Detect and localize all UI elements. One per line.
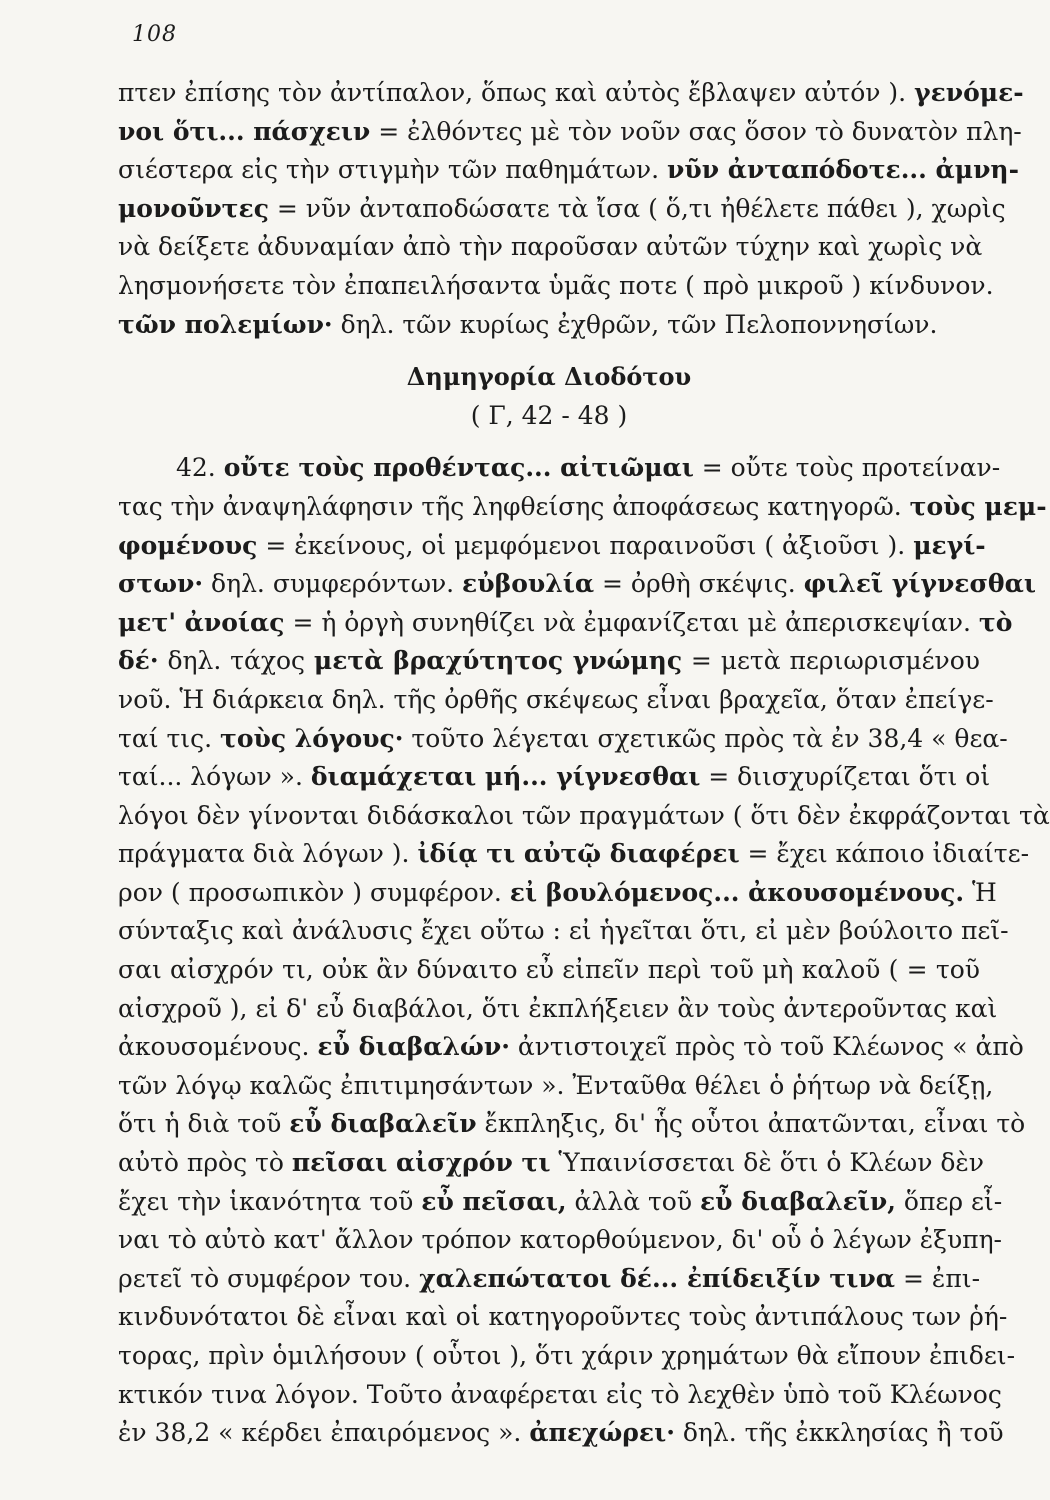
gloss-text: ταί τις. [118, 723, 220, 753]
gloss-text: λησμονήσετε τὸν ἐπαπειλήσαντα ὑμᾶς ποτε ( πρὸ μικροῦ ) κίνδυνον. [118, 270, 994, 300]
bold-lemma: τὸ [978, 607, 1013, 637]
text-line [118, 74, 1024, 113]
bold-lemma: εὐβουλία [462, 569, 595, 599]
text-line [118, 306, 980, 345]
gloss-text: πτεν ἐπίσης τὸν ἀντίπαλον, ὅπως καὶ αὐτὸς ἔβλαψεν αὐτόν ). [118, 78, 915, 107]
gloss-text: 42. [176, 453, 224, 483]
text-line [118, 190, 1006, 229]
bold-lemma: πεῖσαι αἰσχρόν τι [291, 1148, 551, 1178]
bold-lemma: φομένους [118, 530, 258, 560]
gloss-text: λόγοι δὲν γίνονται διδάσκαλοι τῶν πραγμάτων ( ὅτι δὲν ἐκφράζονται τὰ [118, 800, 1050, 830]
gloss-text: = ἐλθόντες μὲ τὸν νοῦν σας ὅσον τὸ δυνατὸν πλη- [370, 116, 1022, 146]
gloss-text: = διισχυρίζεται ὅτι οἱ [700, 762, 991, 792]
gloss-text: πράγματα διὰ λόγων ). [118, 839, 418, 869]
text-line [118, 1376, 1002, 1415]
text-line [118, 565, 1036, 604]
bold-lemma: μετ' ἀνοίας [118, 607, 285, 637]
gloss-text: ὅτι ἡ διὰ τοῦ [118, 1109, 290, 1139]
bold-lemma: χαλεπώτατοι δέ... ἐπίδειξίν τινα [419, 1263, 895, 1293]
gloss-text: ρετεῖ τὸ συμφέρον του. [118, 1263, 420, 1293]
gloss-text: ἀκουσομένους. [118, 1032, 318, 1062]
text-line [118, 758, 991, 797]
text-line [118, 1337, 1016, 1376]
bold-lemma: νοι ὅτι... πάσχειν [118, 116, 371, 146]
text-line [118, 1067, 994, 1106]
bold-lemma: μονοῦντες [118, 193, 269, 223]
section-reference: ( Γ, 42 - 48 ) [470, 400, 628, 430]
text-line [118, 113, 1022, 152]
gloss-text: = ἐκείνους, οἱ μεμφόμενοι παραινοῦσι ( ἀξιοῦσι ). [257, 530, 914, 560]
bold-lemma: γενόμε- [914, 78, 1024, 107]
commentary-text [118, 74, 1050, 1453]
text-line [118, 835, 1030, 874]
bold-lemma: οὔτε τοὺς προθέντας... αἰτιῶμαι [223, 453, 694, 483]
gloss-text: ἔχει τὴν ἱκανότητα τοῦ [118, 1186, 422, 1216]
text-line [118, 720, 1008, 759]
gloss-text: ρον ( προσωπικὸν ) συμφέρον. [118, 877, 510, 907]
preceding-commentary [118, 74, 1024, 344]
gloss-text: κινδυνότατοι δὲ εἶναι καὶ οἱ κατηγοροῦντες τοὺς ἀντιπάλους των ῥή- [118, 1302, 1008, 1332]
gloss-text: = ἡ ὀργὴ συνηθίζει νὰ ἐμφανίζεται μὲ ἀπερισκεψίαν. [284, 607, 979, 637]
gloss-text: δηλ. συμφερόντων. [203, 569, 463, 599]
text-line [118, 1221, 1002, 1260]
gloss-text: = ὀρθὴ σκέψις. [594, 569, 804, 599]
gloss-text: Ὑπαινίσσεται δὲ ὅτι ὁ Κλέων δὲν [550, 1148, 985, 1178]
bold-lemma: εὖ πεῖσαι, [421, 1186, 567, 1216]
gloss-text: τοῦτο λέγεται σχετικῶς πρὸς τὰ ἐν 38,4 « θεα- [403, 723, 1008, 753]
bold-lemma: διαμάχεται μή... γίγνεσθαι [310, 762, 701, 792]
gloss-text: Ἡ [964, 877, 997, 907]
gloss-text: νὰ δείξετε ἀδυναμίαν ἀπὸ τὴν παροῦσαν αὐτῶν τύχην καὶ χωρὶς νὰ [118, 232, 983, 262]
bold-lemma: τοὺς μεμ- [909, 491, 1047, 521]
bold-lemma: δέ· [118, 646, 159, 676]
gloss-text: = ἔχει κάποιο ἰδιαίτε- [739, 839, 1030, 869]
text-line [118, 1144, 985, 1183]
gloss-text: ἀλλὰ τοῦ [566, 1186, 700, 1216]
text-line [118, 1028, 1024, 1067]
gloss-text: τας τὴν ἀναψηλάφησιν τῆς ληφθείσης ἀποφάσεως κατηγορῶ. [118, 491, 910, 521]
text-line [118, 488, 1047, 527]
section-commentary [118, 449, 1050, 1452]
gloss-text: = ἐπι- [894, 1263, 981, 1293]
bold-lemma: τοὺς λόγους· [220, 723, 404, 753]
text-line [118, 1414, 1004, 1453]
bold-lemma: μετὰ βραχύτητος γνώμης [313, 646, 683, 676]
bold-lemma: εὖ διαβαλεῖν [289, 1109, 477, 1139]
gloss-text: δηλ. τῶν κυρίως ἐχθρῶν, τῶν Πελοποννησίων. [332, 309, 938, 339]
bold-lemma: μεγί- [913, 530, 986, 560]
bold-lemma: ἀπεχώρει· [529, 1418, 675, 1448]
text-line [118, 681, 994, 720]
text-line [118, 1298, 1008, 1337]
gloss-text: ἀντιστοιχεῖ πρὸς τὸ τοῦ Κλέωνος « ἀπὸ [509, 1032, 1024, 1062]
gloss-text: σιέστερα εἰς τὴν στιγμὴν τῶν παθημάτων. [118, 155, 667, 185]
gloss-text: τῶν λόγῳ καλῶς ἐπιτιμησάντων ». Ἐνταῦθα θέλει ὁ ῥήτωρ νὰ δείξῃ, [118, 1070, 994, 1100]
gloss-text: σαι αἰσχρόν τι, οὐκ ἂν δύναιτο εὖ εἰπεῖν περὶ τοῦ μὴ καλοῦ ( = τοῦ [118, 955, 980, 985]
text-line [118, 990, 998, 1029]
text-line [118, 228, 983, 267]
bold-lemma: τῶν πολεμίων· [118, 309, 333, 339]
text-line [118, 912, 1009, 951]
gloss-text: = μετὰ περιωρισμένου [682, 646, 980, 676]
gloss-text: ὅπερ εἶ- [895, 1186, 1003, 1216]
gloss-text: σύνταξις καὶ ἀνάλυσις ἔχει οὕτω : εἰ ἡγεῖται ὅτι, εἰ μὲν βούλοιτο πεῖ- [118, 916, 1009, 946]
gloss-text: ναι τὸ αὐτὸ κατ' ἄλλον τρόπον κατορθούμενον, δι' οὗ ὁ λέγων ἐξυπη- [118, 1225, 1002, 1255]
text-line [118, 527, 986, 566]
text-line [118, 642, 980, 681]
gloss-text: = οὔτε τοὺς προτείναν- [693, 453, 1001, 483]
text-line [118, 151, 1019, 190]
bold-lemma: νῦν ἀνταπόδοτε... ἀμνη- [667, 155, 1019, 185]
text-line [118, 797, 1050, 836]
gloss-text: ταί... λόγων ». [118, 762, 311, 792]
gloss-text: ἔκπληξις, δι' ἧς οὗτοι ἀπατῶνται, εἶναι τὸ [476, 1109, 1026, 1139]
bold-lemma: εὖ διαβαλών· [317, 1032, 510, 1062]
text-line [118, 449, 1001, 488]
gloss-text: δηλ. τάχος [158, 646, 314, 676]
bold-lemma: ἰδίᾳ τι αὐτῷ διαφέρει [417, 839, 740, 869]
bold-lemma: στων· [118, 569, 204, 599]
text-line [118, 1183, 1003, 1222]
text-line [118, 874, 997, 913]
section-heading: Δημηγορία Διοδότου [406, 362, 692, 392]
text-line [118, 951, 980, 990]
bold-lemma: φιλεῖ γίγνεσθαι [803, 569, 1036, 599]
page-number: 108 [132, 22, 177, 47]
bold-lemma: εὖ διαβαλεῖν, [699, 1186, 896, 1216]
gloss-text: νοῦ. Ἡ διάρκεια δηλ. τῆς ὀρθῆς σκέψεως εἶναι βραχεῖα, ὅταν ἐπείγε- [118, 684, 994, 714]
text-line [118, 604, 1013, 643]
gloss-text: τορας, πρὶν ὁμιλήσουν ( οὗτοι ), ὅτι χάριν χρημάτων θὰ εἴπουν ἐπιδει- [118, 1341, 1016, 1370]
text-line [118, 267, 994, 306]
text-line [118, 1260, 980, 1299]
gloss-text: κτικόν τινα λόγον. Τοῦτο ἀναφέρεται εἰς τὸ λεχθὲν ὑπὸ τοῦ Κλέωνος [118, 1379, 1002, 1409]
gloss-text: αἰσχροῦ ), εἰ δ' εὖ διαβάλοι, ὅτι ἐκπλήξειεν ἂν τοὺς ἀντεροῦντας καὶ [118, 993, 998, 1023]
gloss-text: δηλ. τῆς ἐκκλησίας ἢ τοῦ [674, 1418, 1004, 1448]
gloss-text: ἐν 38,2 « κέρδει ἐπαιρόμενος ». [118, 1418, 530, 1448]
text-line [118, 1105, 1026, 1144]
gloss-text: αὐτὸ πρὸς τὸ [118, 1148, 292, 1178]
bold-lemma: εἰ βουλόμενος... ἀκουσομένους. [509, 877, 965, 907]
gloss-text: = νῦν ἀνταποδώσατε τὰ ἴσα ( ὅ,τι ἠθέλετε πάθει ), χωρὶς [268, 193, 1006, 223]
